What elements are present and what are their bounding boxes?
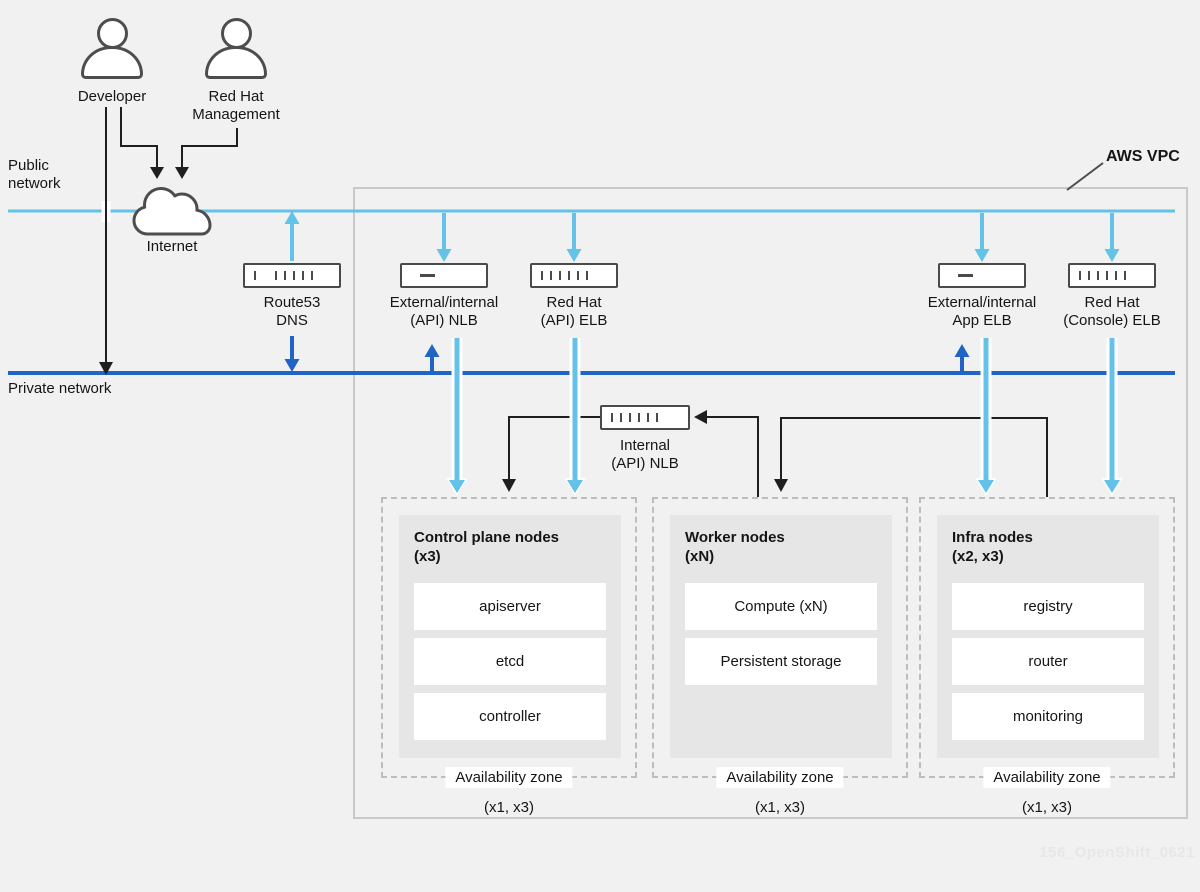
public-to-console-elb-arrow bbox=[1105, 213, 1120, 262]
vpc-callout-line bbox=[1067, 163, 1103, 190]
availability-zone-label: Availability zone bbox=[983, 767, 1110, 788]
lb-dash-icon bbox=[420, 274, 435, 277]
route53-to-public-arrow bbox=[285, 211, 300, 261]
red-hat-management-icon bbox=[204, 18, 268, 79]
private-network-label: Private network bbox=[8, 380, 112, 397]
node-persistent-storage: Persistent storage bbox=[685, 638, 877, 685]
external-internal-app-elb-label: External/internal App ELB bbox=[927, 294, 1037, 329]
route53-dns-label: Route53 DNS bbox=[263, 294, 321, 329]
node-group-title: Worker nodes (xN) bbox=[685, 529, 785, 565]
lb-bars-icon bbox=[541, 271, 588, 280]
availability-zone-control-plane bbox=[381, 497, 637, 816]
node-group-title: Control plane nodes (x3) bbox=[414, 529, 560, 565]
public-to-app-elb-arrow bbox=[975, 213, 990, 262]
private-to-app-elb-arrow bbox=[955, 344, 970, 373]
red-hat-console-elb-icon bbox=[1068, 263, 1156, 288]
internet-label: Internet bbox=[146, 238, 198, 255]
lb-bars-icon bbox=[611, 413, 658, 422]
internal-api-nlb-icon bbox=[600, 405, 690, 430]
external-internal-api-nlb-icon bbox=[400, 263, 488, 288]
node-compute: Compute (xN) bbox=[685, 583, 877, 630]
node-registry: registry bbox=[952, 583, 1144, 630]
private-to-api-nlb-arrow bbox=[425, 344, 440, 373]
node-etcd: etcd bbox=[414, 638, 606, 685]
availability-zone-label: Availability zone bbox=[716, 767, 843, 788]
red-hat-console-elb-label: Red Hat (Console) ELB bbox=[1063, 294, 1161, 329]
availability-zone-worker bbox=[652, 497, 908, 816]
red-hat-management-label: Red Hat Management bbox=[192, 88, 280, 123]
public-to-api-elb-arrow bbox=[567, 213, 582, 262]
public-network-label: Public network bbox=[8, 157, 61, 192]
node-controller: controller bbox=[414, 693, 606, 740]
control-plane-node-group bbox=[399, 515, 621, 758]
availability-zone-count: (x1, x3) bbox=[1021, 799, 1073, 816]
availability-zone-count: (x1, x3) bbox=[483, 799, 535, 816]
developer-label: Developer bbox=[77, 88, 147, 105]
external-internal-app-elb-icon bbox=[938, 263, 1026, 288]
lb-bars-icon bbox=[254, 271, 313, 280]
public-network-arrows bbox=[285, 211, 1120, 262]
aws-vpc-label: AWS VPC bbox=[1106, 148, 1180, 165]
public-to-api-nlb-arrow bbox=[437, 213, 452, 262]
developer-icon-body bbox=[81, 46, 143, 79]
management-to-internet-arrow bbox=[175, 128, 237, 179]
console-elb-to-infra-arrow bbox=[1102, 338, 1123, 496]
developer-icon bbox=[80, 18, 144, 79]
infra-node-group bbox=[937, 515, 1159, 758]
node-apiserver: apiserver bbox=[414, 583, 606, 630]
route53-dns-icon bbox=[243, 263, 341, 288]
internal-api-nlb-label: Internal (API) NLB bbox=[611, 437, 679, 472]
worker-node-group bbox=[670, 515, 892, 758]
lb-bars-icon bbox=[1079, 271, 1126, 280]
external-internal-api-nlb-label: External/internal (API) NLB bbox=[389, 294, 499, 329]
node-router: router bbox=[952, 638, 1144, 685]
lb-dash-icon bbox=[958, 274, 973, 277]
red-hat-api-elb-label: Red Hat (API) ELB bbox=[540, 294, 608, 329]
route53-to-private-arrow bbox=[285, 336, 300, 372]
red-hat-api-elb-icon bbox=[530, 263, 618, 288]
internet-cloud-icon bbox=[130, 179, 214, 239]
availability-zone-infra bbox=[919, 497, 1175, 816]
private-network-arrows bbox=[285, 336, 970, 373]
developer-icon-head bbox=[97, 18, 128, 49]
red-hat-management-icon-head bbox=[221, 18, 252, 49]
api-nlb-to-control-plane-arrow bbox=[447, 338, 468, 496]
watermark-text: 156_OpenShift_0621 bbox=[1039, 844, 1195, 861]
node-monitoring: monitoring bbox=[952, 693, 1144, 740]
infra-to-worker-arrow bbox=[774, 418, 1047, 497]
developer-to-internet-arrow bbox=[121, 107, 164, 179]
red-hat-management-icon-body bbox=[205, 46, 267, 79]
node-group-title: Infra nodes (x2, x3) bbox=[952, 529, 1033, 565]
availability-zone-count: (x1, x3) bbox=[754, 799, 806, 816]
availability-zone-label: Availability zone bbox=[445, 767, 572, 788]
